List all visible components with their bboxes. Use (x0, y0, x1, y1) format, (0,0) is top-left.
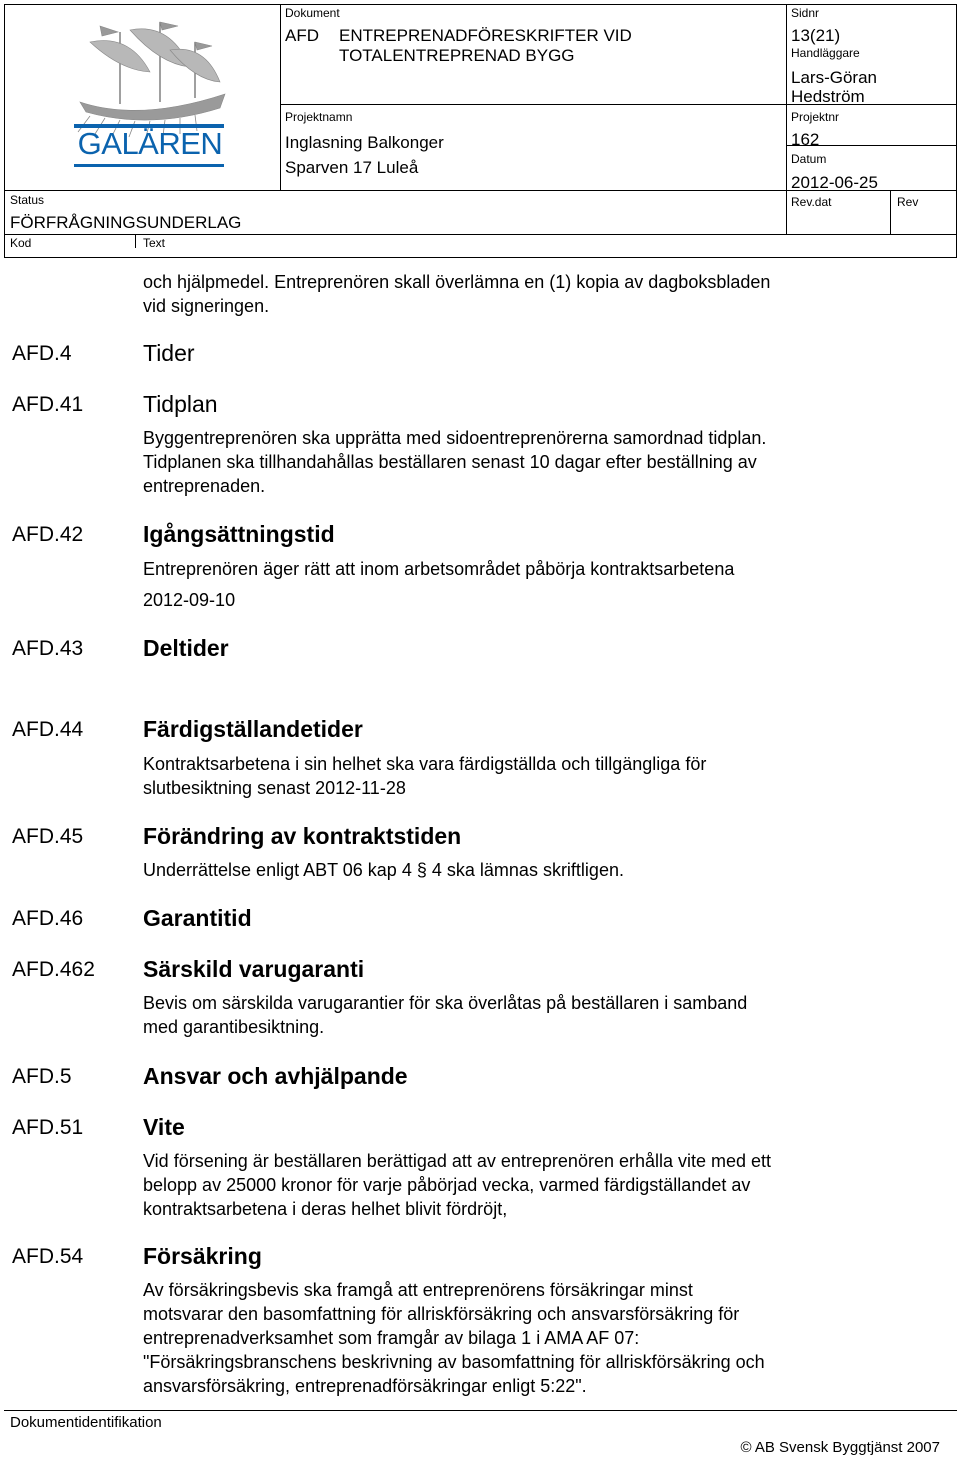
logo-text: GALÄREN (77, 126, 223, 161)
section-code: AFD.46 (12, 907, 84, 930)
dokument-title: ENTREPRENADFÖRESKRIFTER VID TOTALENTREPRENAD BYGG (339, 26, 632, 65)
text-label: Text (143, 236, 166, 250)
dokument-label: Dokument (285, 6, 340, 20)
section-text-a: Underrättelse enligt ABT 06 kap 4 (143, 860, 412, 880)
copyright-text: AB Svensk Byggtjänst 2007 (754, 1439, 940, 1456)
section-heading: Tidplan (143, 391, 218, 417)
section-text: Vid försening är beställaren berättigad att av entreprenören erhålla vite med ett belopp av 25000 kronor för varje påbörjad vecka, varmed färdigställandet av kontraktsarbetena i deras helhet blivit fördröjt, (143, 1151, 772, 1219)
section-heading: Färdigställandetider (143, 716, 363, 742)
dokument-code: AFD (285, 26, 319, 45)
section-heading: Igångsättningstid (143, 521, 335, 547)
galaren-logo (60, 12, 240, 170)
datum-label: Datum (791, 152, 827, 166)
rev-label: Rev (897, 195, 919, 209)
section-heading: Vite (143, 1114, 185, 1140)
datum-value: 2012-06-25 (791, 173, 878, 192)
section-text: Av försäkringsbevis ska framgå att entreprenörens försäkringar minst motsvarar den basomfattning för allriskförsäkring och ansvarsförsäkring för entreprenadverksamhet som framgår av bilaga 1 i AMA AF 07: "Försäkringsbranschens beskrivning av basomfattning för allriskförsäkring och ansvarsförsäkring, entreprenadförsäkringar enligt 5:22". (143, 1280, 765, 1396)
kod-label: Kod (10, 236, 32, 250)
section-heading: Ansvar och avhjälpande (143, 1063, 408, 1089)
section-sign: § (416, 860, 427, 880)
handlaggare-label: Handläggare (791, 46, 860, 60)
doc-id-label: Dokumentidentifikation (10, 1414, 162, 1431)
section-code: AFD.462 (12, 958, 95, 981)
intro-text: och hjälpmedel. Entreprenören skall överlämna en (1) kopia av dagboksbladen vid signeringen. (143, 272, 771, 316)
section-heading: Garantitid (143, 905, 252, 931)
section-code: AFD.4 (12, 342, 72, 365)
section-heading: Tider (143, 340, 195, 366)
section-code: AFD.43 (12, 637, 84, 660)
sidnr-label: Sidnr (791, 6, 820, 20)
section-text (143, 858, 883, 882)
section-code: AFD.51 (12, 1116, 84, 1139)
section-date: 2012-09-10 (143, 590, 236, 610)
revdat-label: Rev.dat (791, 195, 832, 209)
section-code: AFD.45 (12, 825, 84, 848)
section-text: Entreprenören äger rätt att inom arbetsområdet påbörja kontraktsarbetena (143, 559, 735, 579)
section-text: Bevis om särskilda varugarantier för ska överlåtas på beställaren i samband med garantibesiktning. (143, 993, 748, 1037)
projektnamn-label: Projektnamn (285, 110, 353, 124)
copyright-icon: © (740, 1439, 752, 1456)
section-text: Kontraktsarbetena i sin helhet ska vara färdigställda och tillgängliga för slutbesiktning senast 2012-11-28 (143, 754, 707, 798)
status-label: Status (10, 193, 45, 207)
section-text: Byggentreprenören ska upprätta med sidoentreprenörerna samordnad tidplan. Tidplanen ska tillhandahållas beställaren senast 10 dagar efter beställning av entreprenaden. (143, 428, 767, 496)
section-code: AFD.41 (12, 393, 84, 416)
handlaggare-value: Lars-Göran Hedström (791, 68, 877, 106)
section-code: AFD.44 (12, 718, 84, 741)
section-heading: Deltider (143, 635, 229, 661)
section-heading: Förändring av kontraktstiden (143, 823, 462, 849)
section-heading: Försäkring (143, 1243, 262, 1269)
copyright (740, 1439, 940, 1456)
section-heading: Särskild varugaranti (143, 956, 365, 982)
footer-divider (4, 1410, 957, 1411)
section-code: AFD.5 (12, 1065, 72, 1088)
sidnr-value: 13(21) (791, 26, 841, 45)
projektnamn-value: Inglasning Balkonger Sparven 17 Luleå (285, 133, 444, 177)
section-text-b: 4 ska lämnas skriftligen. (431, 860, 624, 880)
projektnr-label: Projektnr (791, 110, 840, 124)
status-value: FÖRFRÅGNINGSUNDERLAG (10, 213, 242, 232)
section-code: AFD.42 (12, 523, 84, 546)
section-code: AFD.54 (12, 1245, 84, 1268)
projektnr-value: 162 (791, 130, 820, 149)
